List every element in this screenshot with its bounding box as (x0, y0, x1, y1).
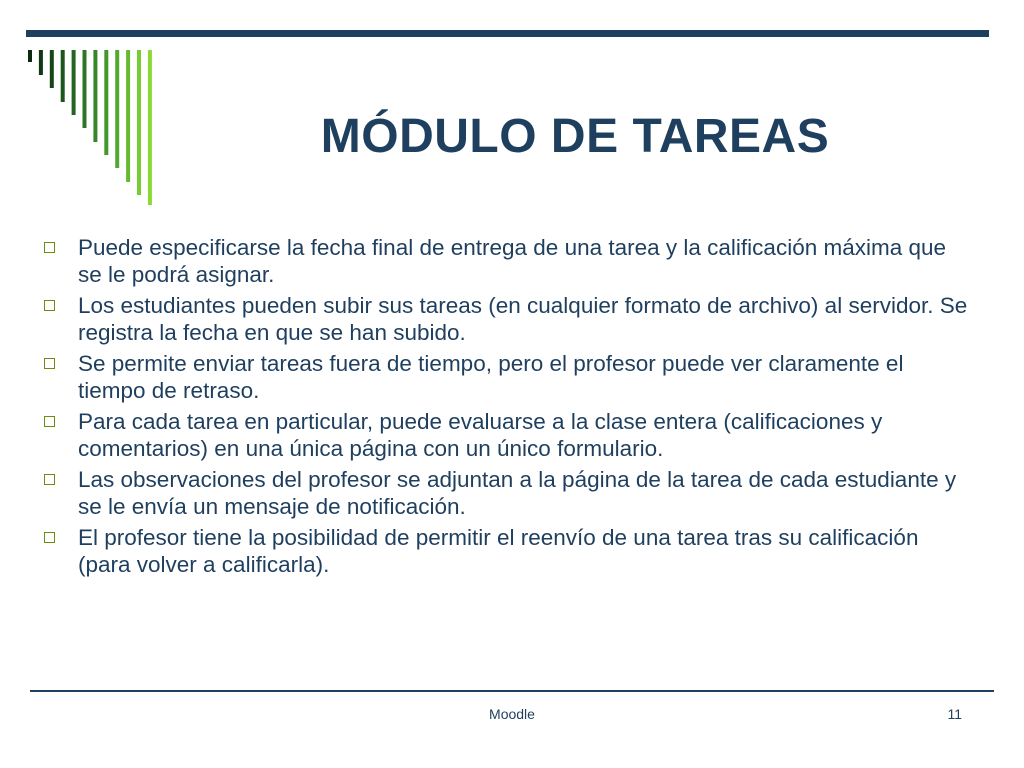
square-bullet-icon (44, 474, 55, 485)
square-bullet-icon (44, 300, 55, 311)
decorative-stripe (28, 50, 32, 62)
square-bullet-icon (44, 416, 55, 427)
decorative-stripe (126, 50, 130, 182)
slide-title: MÓDULO DE TAREAS (320, 110, 830, 163)
decorative-stripe (61, 50, 65, 102)
bullet-text: El profesor tiene la posibilidad de permitir el reenvío de una tarea tras su calificación (para volver a calificarla). (78, 525, 919, 577)
bullet-item (44, 466, 974, 520)
square-bullet-icon (44, 358, 55, 369)
decorative-stripe (72, 50, 76, 115)
decorative-stripe (50, 50, 54, 88)
decorative-stripe (148, 50, 152, 205)
footer-label: Moodle (489, 706, 535, 722)
decorative-stripe (104, 50, 108, 155)
square-bullet-icon (44, 532, 55, 543)
bullet-item (44, 408, 974, 462)
bullet-item (44, 524, 974, 578)
bullet-item (44, 350, 974, 404)
decorative-stripe (39, 50, 43, 75)
decorative-stripe (115, 50, 119, 168)
decorative-stripe (93, 50, 97, 142)
bullet-item (44, 234, 974, 288)
bullet-item (44, 292, 974, 346)
bullet-text: Se permite enviar tareas fuera de tiempo, pero el profesor puede ver claramente el tiempo de retraso. (78, 351, 904, 403)
decorative-stripe (83, 50, 87, 128)
page-number: 11 (947, 706, 962, 722)
bottom-rule (30, 690, 994, 692)
bullet-text: Puede especificarse la fecha final de entrega de una tarea y la calificación máxima que se le podrá asignar. (78, 235, 947, 287)
bullet-text: Para cada tarea en particular, puede evaluarse a la clase entera (calificaciones y comentarios) en una única página con un único formulario. (78, 409, 883, 461)
square-bullet-icon (44, 242, 55, 253)
bullet-list (44, 234, 974, 582)
bullet-text: Los estudiantes pueden subir sus tareas (en cualquier formato de archivo) al servidor. Se registra la fecha en que se han subido. (78, 293, 968, 345)
decorative-stripe (137, 50, 141, 195)
decorative-stripes (0, 0, 200, 220)
bullet-text: Las observaciones del profesor se adjuntan a la página de la tarea de cada estudiante y se le envía un mensaje de notificación. (78, 467, 957, 519)
